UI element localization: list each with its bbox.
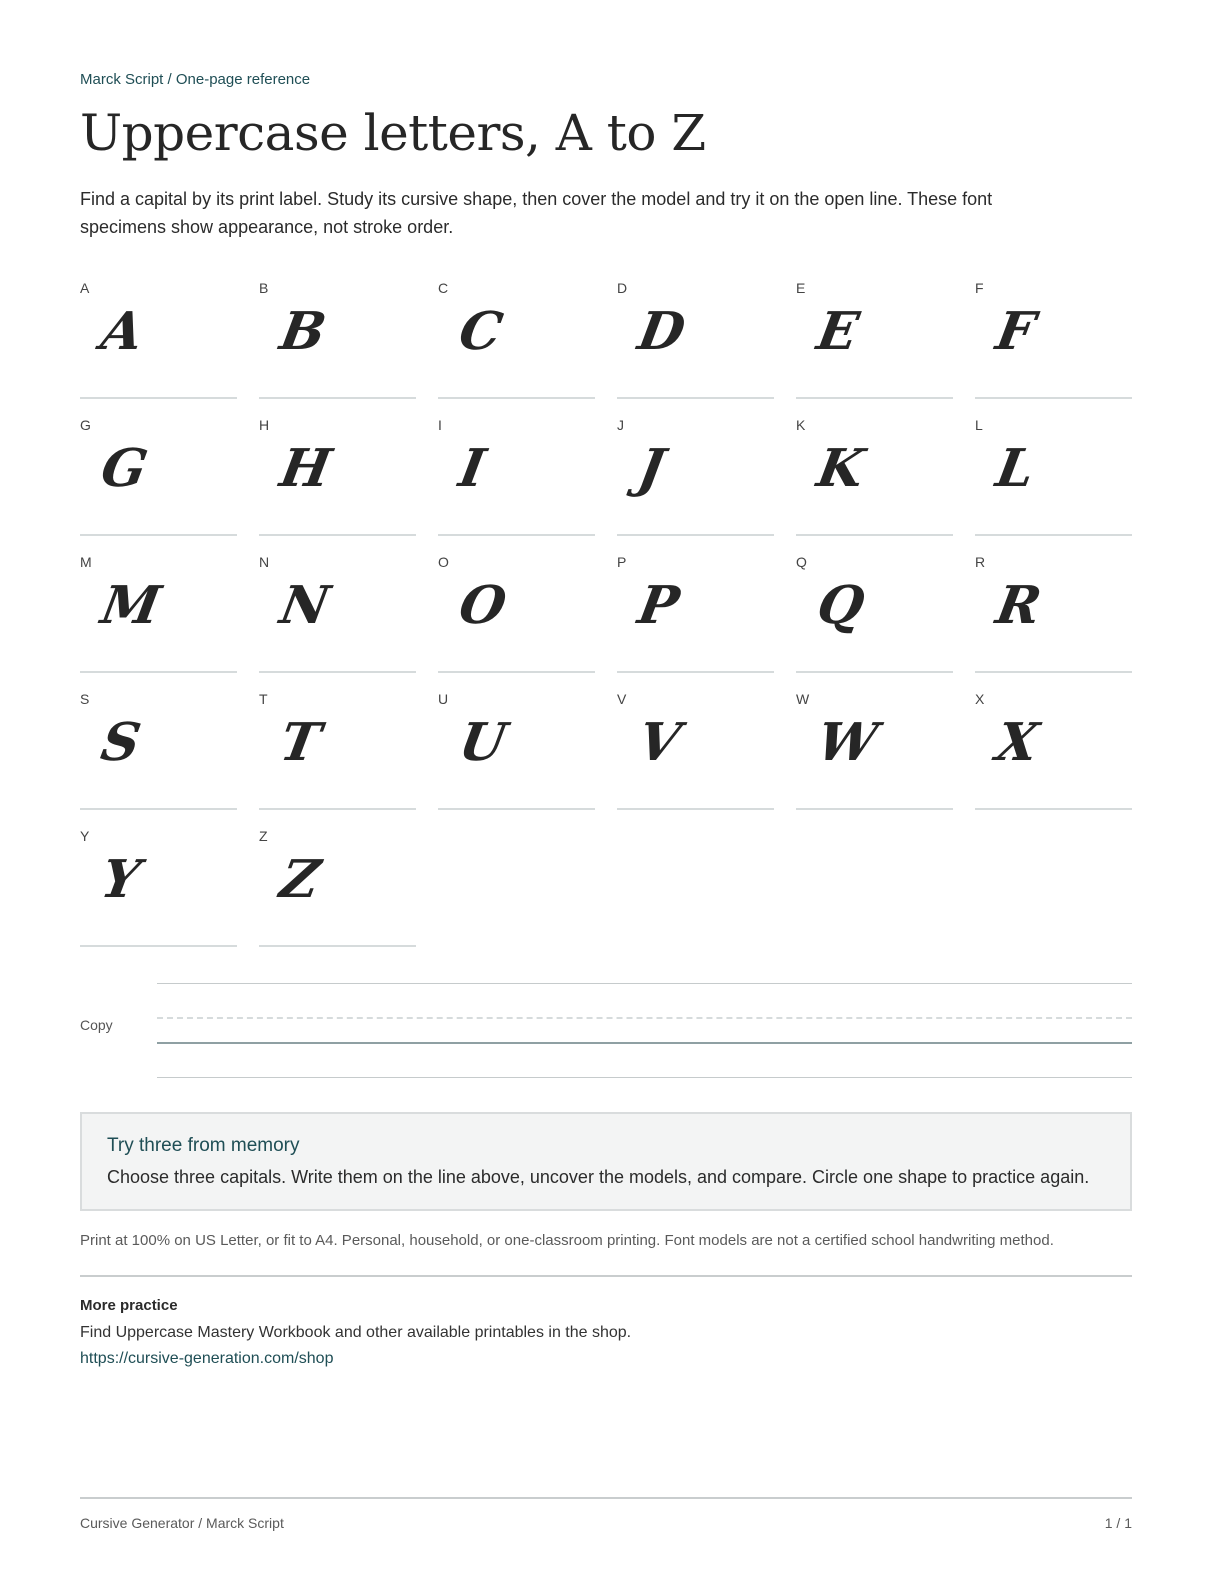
letter-cell-m: [80, 552, 237, 689]
cursive-letter-model: X: [991, 712, 1043, 773]
letter-print-label: Q: [796, 554, 807, 570]
cursive-letter-model: M: [96, 575, 166, 636]
cursive-letter-model: G: [96, 438, 152, 499]
cursive-letter-model: W: [812, 712, 882, 773]
writing-line: [259, 534, 416, 536]
letter-cell-h: [259, 415, 416, 552]
writing-line: [259, 945, 416, 947]
letter-cell-f: [975, 278, 1132, 415]
letter-print-label: T: [259, 691, 268, 707]
cursive-letter-model: N: [275, 575, 334, 636]
letter-print-label: C: [438, 280, 449, 296]
letter-cell-z: [259, 826, 416, 963]
letter-grid: [80, 278, 1132, 963]
letter-print-label: S: [80, 691, 90, 707]
letter-print-label: V: [617, 691, 627, 707]
letter-cell-r: [975, 552, 1132, 689]
shop-link[interactable]: https://cursive-generation.com/shop: [80, 1350, 334, 1367]
letter-cell-q: [796, 552, 953, 689]
page-title: Uppercase letters, A to Z: [80, 104, 706, 162]
writing-line: [975, 808, 1132, 810]
letter-print-label: E: [796, 280, 806, 296]
letter-print-label: B: [259, 280, 269, 296]
writing-line: [796, 534, 953, 536]
writing-line: [975, 397, 1132, 399]
letter-cell-s: [80, 689, 237, 826]
letter-cell-p: [617, 552, 774, 689]
letter-cell-u: [438, 689, 595, 826]
guide-midline: [157, 1017, 1132, 1019]
memory-callout: [80, 1112, 1132, 1211]
page-number: 1 / 1: [1104, 1515, 1132, 1531]
cursive-letter-model: F: [991, 301, 1040, 362]
cursive-letter-model: S: [96, 712, 146, 773]
letter-cell-b: [259, 278, 416, 415]
cursive-letter-model: U: [454, 712, 511, 773]
letter-cell-x: [975, 689, 1132, 826]
writing-line: [80, 534, 237, 536]
letter-print-label: R: [975, 554, 986, 570]
guide-top-line: [157, 983, 1132, 984]
letter-cell-o: [438, 552, 595, 689]
writing-line: [80, 808, 237, 810]
letter-cell-c: [438, 278, 595, 415]
cursive-letter-model: C: [454, 301, 507, 362]
memory-text: Choose three capitals. Write them on the line above, uncover the models, and compare. Circle one shape to practice again.: [107, 1167, 1090, 1187]
letter-print-label: F: [975, 280, 984, 296]
writing-line: [438, 671, 595, 673]
cursive-letter-model: J: [633, 438, 670, 499]
letter-print-label: O: [438, 554, 449, 570]
letter-print-label: X: [975, 691, 985, 707]
writing-line: [975, 671, 1132, 673]
copy-label: Copy: [80, 1017, 113, 1033]
letter-cell-j: [617, 415, 774, 552]
writing-line: [796, 808, 953, 810]
letter-print-label: Y: [80, 828, 90, 844]
cursive-letter-model: D: [633, 301, 690, 362]
letter-print-label: I: [438, 417, 442, 433]
writing-line: [796, 397, 953, 399]
letter-cell-g: [80, 415, 237, 552]
letter-print-label: M: [80, 554, 92, 570]
writing-line: [438, 397, 595, 399]
letter-print-label: A: [80, 280, 90, 296]
letter-cell-n: [259, 552, 416, 689]
writing-line: [259, 808, 416, 810]
letter-cell-i: [438, 415, 595, 552]
divider: [80, 1275, 1132, 1277]
cursive-letter-model: L: [991, 438, 1040, 499]
letter-cell-a: [80, 278, 237, 415]
worksheet-page: [80, 0, 1132, 1584]
guide-descender-line: [157, 1077, 1132, 1078]
letter-cell-l: [975, 415, 1132, 552]
letter-print-label: W: [796, 691, 810, 707]
letter-cell-k: [796, 415, 953, 552]
letter-print-label: D: [617, 280, 628, 296]
more-practice-text: Find Uppercase Mastery Workbook and other available printables in the shop.: [80, 1324, 632, 1341]
writing-line: [438, 808, 595, 810]
cursive-letter-model: T: [275, 712, 326, 773]
cursive-letter-model: K: [812, 438, 869, 499]
intro-text: Find a capital by its print label. Study its cursive shape, then cover the model and try it on the open line. These font specimens show appearance, not stroke order.: [80, 189, 993, 237]
cursive-letter-model: R: [991, 575, 1046, 636]
letter-cell-v: [617, 689, 774, 826]
letter-cell-e: [796, 278, 953, 415]
guide-baseline: [157, 1042, 1132, 1044]
writing-line: [796, 671, 953, 673]
memory-title: Try three from memory: [107, 1135, 300, 1156]
letter-print-label: K: [796, 417, 806, 433]
letter-cell-t: [259, 689, 416, 826]
cursive-letter-model: Y: [96, 849, 145, 910]
cursive-letter-model: V: [633, 712, 685, 773]
letter-print-label: U: [438, 691, 449, 707]
footer-source: Cursive Generator / Marck Script: [80, 1515, 284, 1531]
cursive-letter-model: Q: [812, 575, 869, 636]
letter-cell-w: [796, 689, 953, 826]
cursive-letter-model: P: [633, 575, 684, 636]
letter-print-label: H: [259, 417, 270, 433]
writing-line: [80, 671, 237, 673]
cursive-letter-model: O: [454, 575, 511, 636]
writing-line: [259, 397, 416, 399]
letter-print-label: G: [80, 417, 91, 433]
more-practice-heading: More practice: [80, 1297, 178, 1314]
writing-line: [975, 534, 1132, 536]
footer-divider: [80, 1497, 1132, 1499]
letter-print-label: N: [259, 554, 270, 570]
copy-practice-line: [80, 983, 1132, 1079]
writing-line: [617, 534, 774, 536]
writing-line: [617, 808, 774, 810]
breadcrumb[interactable]: Marck Script / One-page reference: [80, 71, 311, 88]
cursive-letter-model: A: [96, 301, 148, 362]
cursive-letter-model: Z: [275, 849, 325, 910]
writing-line: [617, 671, 774, 673]
letter-print-label: P: [617, 554, 627, 570]
cursive-letter-model: I: [454, 438, 490, 499]
cursive-letter-model: H: [275, 438, 336, 499]
letter-print-label: J: [617, 417, 624, 433]
letter-cell-d: [617, 278, 774, 415]
writing-line: [259, 671, 416, 673]
cursive-letter-model: B: [275, 301, 331, 362]
writing-line: [80, 397, 237, 399]
letter-print-label: L: [975, 417, 983, 433]
letter-cell-y: [80, 826, 237, 963]
cursive-letter-model: E: [812, 301, 864, 362]
letter-print-label: Z: [259, 828, 268, 844]
writing-line: [438, 534, 595, 536]
writing-line: [617, 397, 774, 399]
print-note: Print at 100% on US Letter, or fit to A4. Personal, household, or one-classroom printing. Font models are not a certified school handwriting method.: [80, 1232, 1054, 1249]
writing-line: [80, 945, 237, 947]
